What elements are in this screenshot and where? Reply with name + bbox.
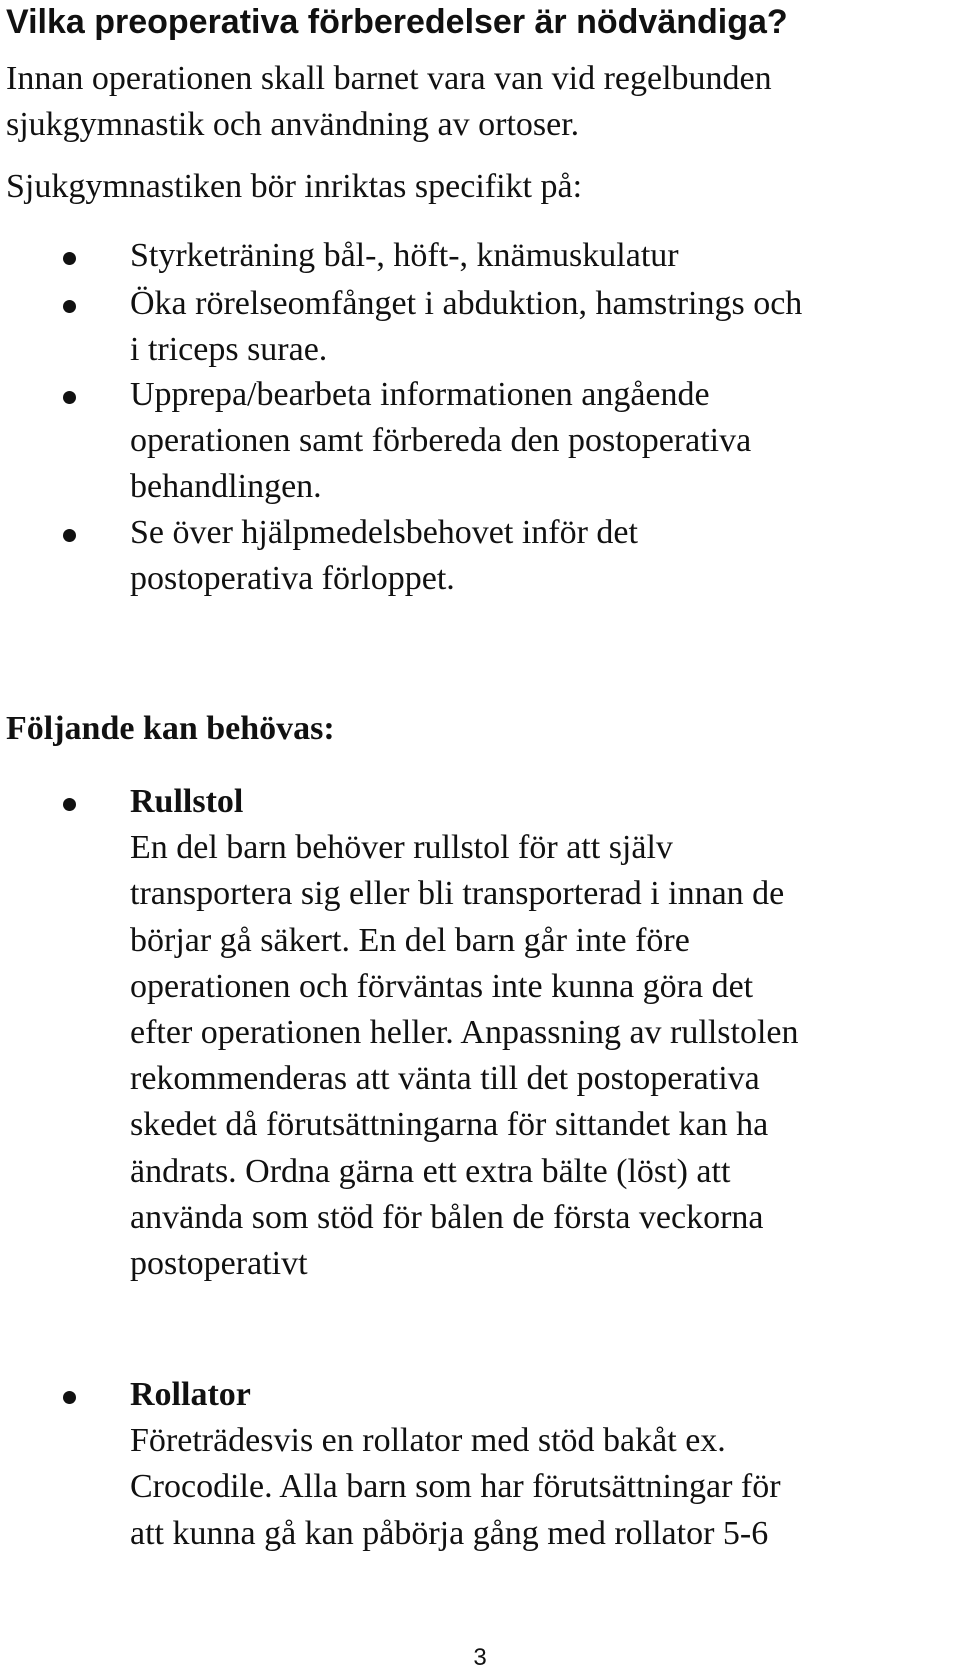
page-number: 3 [473, 1644, 487, 1671]
focus-item-line: Öka rörelseomfånget i abduktion, hamstrings och [130, 285, 803, 322]
focus-item-line: operationen samt förbereda den postoperativa [130, 422, 752, 460]
bullet-icon [63, 391, 76, 404]
focus-item-line: behandlingen. [130, 468, 322, 506]
aid-title: Rullstol [130, 783, 244, 820]
aid-line: Crocodile. Alla barn som har förutsättningar för [130, 1468, 781, 1506]
focus-item-line: Upprepa/bearbeta informationen angående [130, 376, 710, 413]
focus-item-line: Styrketräning bål-, höft-, knämuskulatur [130, 237, 679, 274]
aid-line: använda som stöd för bålen de första veckorna [130, 1198, 764, 1236]
bullet-icon [63, 300, 76, 313]
aid-line: En del barn behöver rullstol för att själv [130, 829, 673, 867]
needs-heading: Följande kan behövas: [6, 710, 335, 747]
aid-item-text [130, 1372, 781, 1557]
aid-line: rekommenderas att vänta till det postoperativa [130, 1060, 760, 1098]
focus-item-text [130, 510, 638, 602]
intro-line: sjukgymnastik och användning av ortoser. [6, 106, 580, 144]
focus-item-text [130, 372, 751, 511]
intro-paragraph [6, 56, 772, 148]
bullet-icon [63, 1391, 76, 1404]
focus-item-line: i triceps surae. [130, 331, 328, 369]
aid-line: ändrats. Ordna gärna ett extra bälte (löst) att [130, 1152, 731, 1190]
aid-line: Företrädesvis en rollator med stöd bakåt ex. [130, 1422, 726, 1460]
aid-line: efter operationen heller. Anpassning av rullstolen [130, 1014, 799, 1052]
intro-line: Innan operationen skall barnet vara van vid regelbunden [6, 60, 772, 97]
page-title: Vilka preoperativa förberedelser är nödvändiga? [6, 3, 788, 41]
aid-title: Rollator [130, 1376, 251, 1413]
aid-item-text [130, 779, 798, 1287]
aid-line: att kunna gå kan påbörja gång med rollator 5-6 [130, 1514, 769, 1552]
focus-intro: Sjukgymnastiken bör inriktas specifikt på: [6, 168, 583, 205]
bullet-icon [63, 529, 76, 542]
bullet-icon [63, 252, 76, 265]
bullet-icon [63, 798, 76, 811]
focus-item-text [130, 233, 679, 279]
aid-line: börjar gå säkert. En del barn går inte före [130, 921, 690, 959]
aid-line: postoperativt [130, 1245, 308, 1283]
focus-item-text [130, 281, 802, 373]
aid-line: transportera sig eller bli transporterad i innan de [130, 875, 785, 913]
focus-item-line: postoperativa förloppet. [130, 560, 455, 598]
focus-item-line: Se över hjälpmedelsbehovet inför det [130, 514, 638, 551]
aid-line: skedet då förutsättningarna för sittandet kan ha [130, 1106, 769, 1144]
aid-line: operationen och förväntas inte kunna göra det [130, 967, 754, 1005]
